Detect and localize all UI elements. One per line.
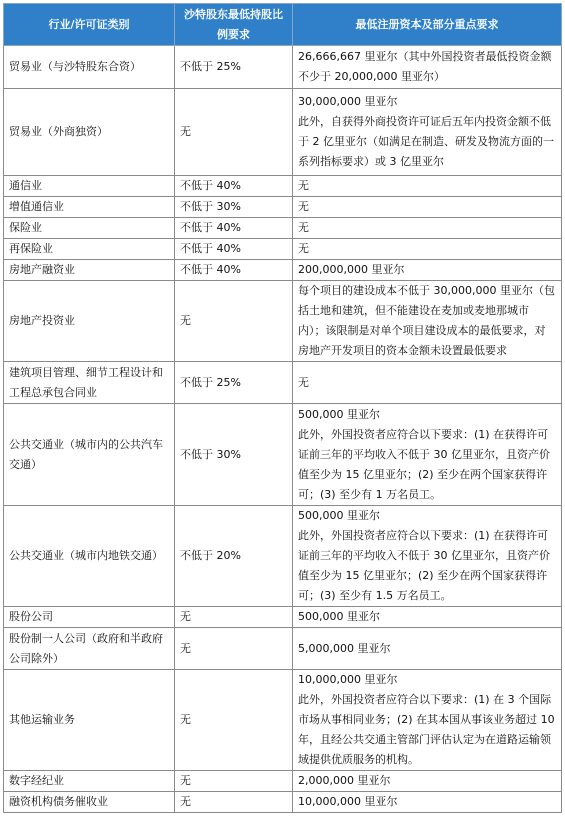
cell-category: 通信业 xyxy=(4,176,175,197)
capital-line: 500,000 里亚尔 xyxy=(298,509,380,522)
table-row xyxy=(4,218,562,239)
cell-capital xyxy=(293,506,562,607)
cell-ratio: 不低于 30% xyxy=(175,197,293,218)
cell-category: 股份制一人公司（政府和半政府公司除外） xyxy=(4,628,175,670)
table-row xyxy=(4,771,562,792)
cell-capital xyxy=(293,404,562,506)
cell-capital xyxy=(293,771,562,792)
cell-capital xyxy=(293,176,562,197)
capital-line: 此外，外国投资者应符合以下要求：(1) 在 3 个国际市场从事相同业务；(2) 在其本国从事该业务超过 10 年，且经公共交通主管部门评估认定为在道路运输领域提供优质服务的机构。 xyxy=(298,693,555,766)
capital-line: 26,666,667 里亚尔（其中外国投资者最低投资金额不少于 20,000,000 里亚尔） xyxy=(298,50,552,83)
header-capital: 最低注册资本及部分重点要求 xyxy=(293,4,562,46)
table-row xyxy=(4,506,562,607)
cell-ratio: 不低于 20% xyxy=(175,506,293,607)
cell-ratio: 无 xyxy=(175,89,293,176)
cell-ratio: 不低于 40% xyxy=(175,176,293,197)
cell-capital xyxy=(293,670,562,771)
capital-line: 2,000,000 里亚尔 xyxy=(298,774,391,787)
cell-category: 增值通信业 xyxy=(4,197,175,218)
cell-ratio: 不低于 30% xyxy=(175,404,293,506)
capital-line: 10,000,000 里亚尔 xyxy=(298,673,398,686)
cell-ratio: 不低于 25% xyxy=(175,46,293,89)
header-ratio: 沙特股东最低持股比例要求 xyxy=(175,4,293,46)
table-row xyxy=(4,176,562,197)
cell-category: 其他运输业务 xyxy=(4,670,175,771)
cell-capital xyxy=(293,362,562,404)
table-row xyxy=(4,260,562,281)
cell-ratio: 无 xyxy=(175,628,293,670)
cell-category: 保险业 xyxy=(4,218,175,239)
capital-line: 此外，外国投资者应符合以下要求：(1) 在获得许可证前三年的平均收入不低于 30 亿里亚尔，且资产价值至少为 15 亿里亚尔；(2) 至少在两个国家获得许可；(3) 至少有 1 万名员工。 xyxy=(298,427,550,501)
table-row xyxy=(4,792,562,813)
cell-capital xyxy=(293,239,562,260)
cell-category: 房地产投资业 xyxy=(4,281,175,362)
cell-capital xyxy=(293,628,562,670)
table-row xyxy=(4,46,562,89)
cell-capital xyxy=(293,197,562,218)
table-row xyxy=(4,628,562,670)
table-row xyxy=(4,239,562,260)
cell-ratio: 无 xyxy=(175,607,293,628)
cell-category: 再保险业 xyxy=(4,239,175,260)
cell-ratio: 无 xyxy=(175,771,293,792)
capital-line: 每个项目的建设成本不低于 30,000,000 里亚尔（包括土地和建筑，但不能建设在麦加或麦地那城市内）；该限制是对单个项目建设成本的最低要求，对房地产开发项目的资本金额未设置最低要求 xyxy=(298,284,555,357)
cell-capital xyxy=(293,281,562,362)
cell-category: 股份公司 xyxy=(4,607,175,628)
cell-category: 数字经纪业 xyxy=(4,771,175,792)
capital-line: 此外，自获得外商投资许可证后五年内投资金额不低于 2 亿里亚尔（如满足在制造、研发及物流方面的一系列指标要求）或 3 亿里亚尔 xyxy=(298,115,554,168)
cell-capital xyxy=(293,46,562,89)
capital-line: 此外，外国投资者应符合以下要求：(1) 在获得许可证前三年的平均收入不低于 30 亿里亚尔，且资产价值至少为 15 亿里亚尔；(2) 至少在两个国家获得许可；(3) 至少有 1.5 万名员工。 xyxy=(298,529,550,602)
cell-category: 房地产融资业 xyxy=(4,260,175,281)
table-row xyxy=(4,670,562,771)
table-row xyxy=(4,197,562,218)
cell-ratio: 无 xyxy=(175,670,293,771)
table-row xyxy=(4,362,562,404)
cell-capital xyxy=(293,607,562,628)
cell-category: 公共交通业（城市内地铁交通） xyxy=(4,506,175,607)
capital-line: 10,000,000 里亚尔 xyxy=(298,795,398,808)
cell-category: 贸易业（外商独资） xyxy=(4,89,175,176)
cell-capital xyxy=(293,218,562,239)
capital-line: 500,000 里亚尔 xyxy=(298,407,380,421)
capital-line: 无 xyxy=(298,375,309,389)
capital-line: 5,000,000 里亚尔 xyxy=(298,641,391,655)
capital-line: 30,000,000 里亚尔 xyxy=(298,95,398,108)
cell-category: 公共交通业（城市内的公共汽车交通） xyxy=(4,404,175,506)
table-row xyxy=(4,281,562,362)
cell-ratio: 无 xyxy=(175,792,293,813)
capital-line: 无 xyxy=(298,179,309,192)
cell-category: 融资机构债务催收业 xyxy=(4,792,175,813)
cell-ratio: 不低于 25% xyxy=(175,362,293,404)
table-row xyxy=(4,607,562,628)
cell-category: 贸易业（与沙特股东合资） xyxy=(4,46,175,89)
cell-ratio: 无 xyxy=(175,281,293,362)
cell-ratio: 不低于 40% xyxy=(175,218,293,239)
capital-line: 无 xyxy=(298,221,309,234)
table-header xyxy=(4,4,562,46)
cell-capital xyxy=(293,792,562,813)
table-row xyxy=(4,404,562,506)
header-row xyxy=(4,4,562,46)
cell-capital xyxy=(293,260,562,281)
capital-line: 无 xyxy=(298,242,309,255)
table-row xyxy=(4,89,562,176)
header-category: 行业/许可证类别 xyxy=(4,4,175,46)
capital-line: 无 xyxy=(298,200,309,213)
cell-ratio: 不低于 40% xyxy=(175,260,293,281)
requirements-table xyxy=(3,3,562,813)
cell-ratio: 不低于 40% xyxy=(175,239,293,260)
capital-line: 200,000,000 里亚尔 xyxy=(298,263,405,276)
table-body xyxy=(4,46,562,813)
cell-capital xyxy=(293,89,562,176)
capital-line: 500,000 里亚尔 xyxy=(298,610,380,623)
cell-category: 建筑项目管理、细节工程设计和工程总承包合同业 xyxy=(4,362,175,404)
